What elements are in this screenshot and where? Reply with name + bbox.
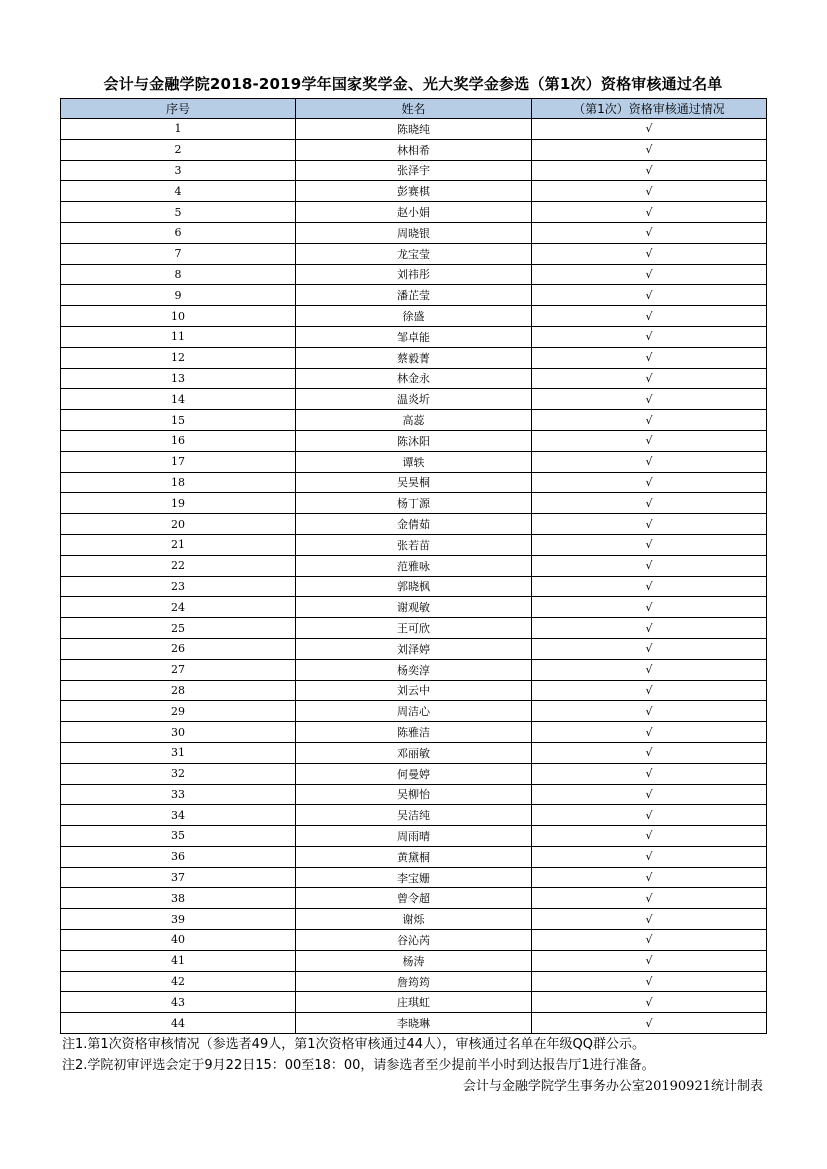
table-row [61,160,767,181]
cell-index: 18 [61,472,296,493]
cell-name: 谢烁 [296,909,532,930]
cell-index: 39 [61,909,296,930]
cell-status: √ [532,992,767,1013]
cell-name: 吴柳怡 [296,784,532,805]
cell-name: 詹筠筠 [296,971,532,992]
cell-index: 24 [61,597,296,618]
cell-status: √ [532,181,767,202]
cell-status: √ [532,888,767,909]
table-row [61,285,767,306]
table-row [61,410,767,431]
cell-status: √ [532,202,767,223]
cell-index: 16 [61,430,296,451]
table-row [61,888,767,909]
cell-name: 高蕊 [296,410,532,431]
table-row [61,472,767,493]
cell-name: 黄黛桐 [296,846,532,867]
cell-index: 6 [61,222,296,243]
table-row [61,222,767,243]
cell-status: √ [532,430,767,451]
table-row [61,451,767,472]
cell-name: 谷沁芮 [296,930,532,951]
cell-status: √ [532,742,767,763]
cell-status: √ [532,326,767,347]
table-row [61,243,767,264]
table-row [61,202,767,223]
table-row [61,659,767,680]
table-row [61,119,767,140]
cell-index: 21 [61,534,296,555]
cell-name: 徐盛 [296,306,532,327]
cell-status: √ [532,368,767,389]
cell-index: 27 [61,659,296,680]
cell-name: 何曼婷 [296,763,532,784]
cell-index: 30 [61,722,296,743]
cell-status: √ [532,950,767,971]
cell-name: 吴昊桐 [296,472,532,493]
table-row [61,618,767,639]
cell-status: √ [532,222,767,243]
document-title: 会计与金融学院2018-2019学年国家奖学金、光大奖学金参选（第1次）资格审核通过名单 [103,75,723,93]
table-row [61,784,767,805]
cell-status: √ [532,846,767,867]
cell-index: 9 [61,285,296,306]
cell-status: √ [532,389,767,410]
table-row [61,347,767,368]
cell-name: 刘云中 [296,680,532,701]
cell-name: 郭晓枫 [296,576,532,597]
cell-index: 17 [61,451,296,472]
cell-name: 邓丽敏 [296,742,532,763]
cell-status: √ [532,1013,767,1034]
cell-status: √ [532,347,767,368]
cell-status: √ [532,139,767,160]
cell-status: √ [532,618,767,639]
cell-status: √ [532,451,767,472]
cell-index: 28 [61,680,296,701]
cell-index: 23 [61,576,296,597]
cell-index: 3 [61,160,296,181]
approval-table [60,98,767,1034]
note-2: 注2.学院初审评选会定于9月22日15：00至18：00，请参选者至少提前半小时到达报告厅1进行准备。 [62,1058,655,1073]
table-row [61,722,767,743]
cell-index: 40 [61,930,296,951]
cell-index: 29 [61,701,296,722]
cell-name: 刘祎彤 [296,264,532,285]
cell-name: 庄琪虹 [296,992,532,1013]
cell-status: √ [532,784,767,805]
table-row [61,555,767,576]
cell-name: 谢观敏 [296,597,532,618]
cell-name: 彭赛棋 [296,181,532,202]
cell-name: 张泽宇 [296,160,532,181]
cell-index: 34 [61,805,296,826]
table-row [61,763,767,784]
cell-name: 吴洁纯 [296,805,532,826]
cell-index: 4 [61,181,296,202]
cell-name: 杨丁源 [296,493,532,514]
cell-name: 谭轶 [296,451,532,472]
cell-status: √ [532,160,767,181]
cell-index: 22 [61,555,296,576]
table-row [61,701,767,722]
table-row [61,909,767,930]
cell-status: √ [532,597,767,618]
cell-index: 44 [61,1013,296,1034]
cell-status: √ [532,264,767,285]
cell-index: 19 [61,493,296,514]
cell-name: 李宝姗 [296,867,532,888]
cell-index: 38 [61,888,296,909]
cell-name: 温炎圻 [296,389,532,410]
cell-status: √ [532,306,767,327]
table-row [61,971,767,992]
cell-status: √ [532,680,767,701]
cell-index: 1 [61,119,296,140]
cell-index: 41 [61,950,296,971]
cell-name: 潘芷莹 [296,285,532,306]
cell-index: 26 [61,638,296,659]
cell-index: 43 [61,992,296,1013]
cell-index: 14 [61,389,296,410]
cell-index: 20 [61,514,296,535]
table-row [61,950,767,971]
cell-status: √ [532,472,767,493]
table-row [61,306,767,327]
cell-status: √ [532,243,767,264]
cell-name: 林金永 [296,368,532,389]
cell-name: 张若苗 [296,534,532,555]
cell-index: 13 [61,368,296,389]
column-header-name: 姓名 [296,99,532,119]
cell-status: √ [532,514,767,535]
cell-name: 杨涛 [296,950,532,971]
cell-index: 5 [61,202,296,223]
table-row [61,514,767,535]
cell-status: √ [532,410,767,431]
cell-name: 王可欣 [296,618,532,639]
cell-name: 周雨晴 [296,826,532,847]
cell-name: 周洁心 [296,701,532,722]
table-row [61,181,767,202]
table-row [61,368,767,389]
cell-index: 31 [61,742,296,763]
table-row [61,389,767,410]
table-row [61,1013,767,1034]
cell-name: 陈晓纯 [296,119,532,140]
cell-status: √ [532,805,767,826]
table-row [61,264,767,285]
cell-status: √ [532,867,767,888]
table-row [61,867,767,888]
table-row [61,597,767,618]
cell-status: √ [532,763,767,784]
table-row [61,139,767,160]
column-header-index: 序号 [61,99,296,119]
cell-index: 2 [61,139,296,160]
cell-index: 15 [61,410,296,431]
cell-index: 7 [61,243,296,264]
table-row [61,326,767,347]
cell-index: 35 [61,826,296,847]
cell-name: 赵小娟 [296,202,532,223]
table-header-row [61,99,767,119]
cell-name: 范雅咏 [296,555,532,576]
cell-index: 37 [61,867,296,888]
note-1: 注1.第1次资格审核情况（参选者49人，第1次资格审核通过44人），审核通过名单在年级QQ群公示。 [62,1037,645,1052]
cell-name: 杨奕淳 [296,659,532,680]
table-row [61,680,767,701]
cell-index: 25 [61,618,296,639]
cell-status: √ [532,555,767,576]
table-row [61,805,767,826]
cell-index: 33 [61,784,296,805]
cell-status: √ [532,576,767,597]
cell-status: √ [532,930,767,951]
table-row [61,826,767,847]
footer-signature: 会计与金融学院学生事务办公室20190921统计制表 [462,1079,763,1094]
cell-status: √ [532,659,767,680]
cell-status: √ [532,638,767,659]
table-body [61,119,767,1034]
cell-status: √ [532,701,767,722]
cell-name: 林相希 [296,139,532,160]
table-row [61,430,767,451]
cell-status: √ [532,493,767,514]
cell-status: √ [532,909,767,930]
cell-status: √ [532,119,767,140]
cell-index: 36 [61,846,296,867]
cell-status: √ [532,285,767,306]
cell-index: 32 [61,763,296,784]
cell-name: 蔡毅菁 [296,347,532,368]
cell-name: 李晓琳 [296,1013,532,1034]
cell-index: 8 [61,264,296,285]
table-row [61,930,767,951]
table-row [61,992,767,1013]
cell-status: √ [532,826,767,847]
cell-index: 11 [61,326,296,347]
cell-status: √ [532,534,767,555]
table-row [61,493,767,514]
cell-name: 陈雅洁 [296,722,532,743]
table-row [61,576,767,597]
cell-name: 周晓银 [296,222,532,243]
cell-name: 邹卓能 [296,326,532,347]
cell-name: 刘泽婷 [296,638,532,659]
cell-index: 12 [61,347,296,368]
cell-name: 金倩茹 [296,514,532,535]
cell-name: 陈沐阳 [296,430,532,451]
table-row [61,638,767,659]
table-row [61,534,767,555]
cell-name: 曾令超 [296,888,532,909]
cell-status: √ [532,722,767,743]
cell-index: 10 [61,306,296,327]
table-row [61,846,767,867]
cell-status: √ [532,971,767,992]
cell-name: 龙宝莹 [296,243,532,264]
table-row [61,742,767,763]
cell-index: 42 [61,971,296,992]
column-header-status: （第1次）资格审核通过情况 [532,99,767,119]
